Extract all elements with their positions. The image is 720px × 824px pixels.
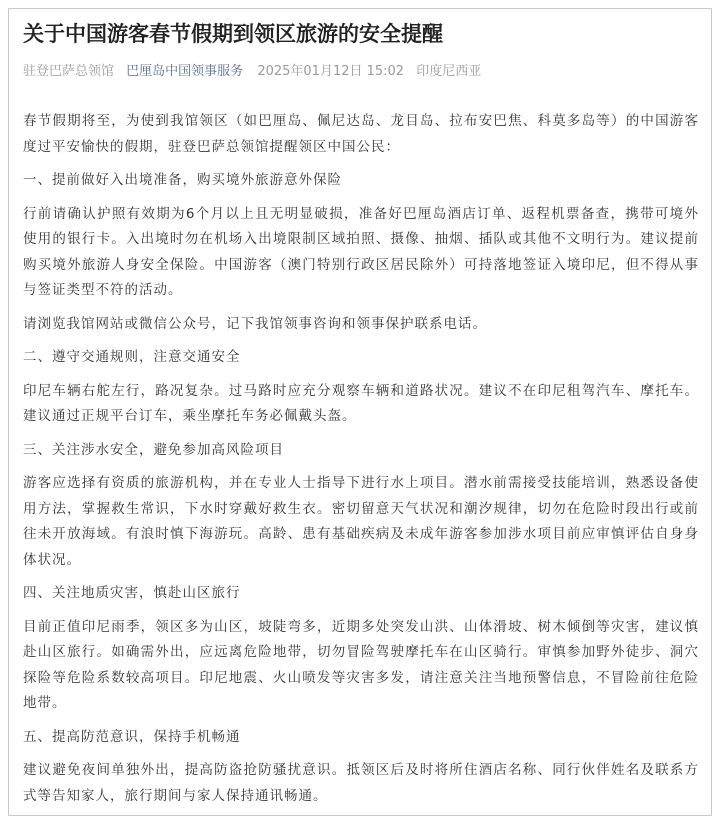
section-heading: 三、关注涉水安全，避免参加高风险项目 [23,441,284,458]
body-paragraph: 印尼车辆右舵左行，路况复杂。过马路时应充分观察车辆和道路状况。建议不在印尼租驾汽车、摩托车。建议通过正规平台订车，乘坐摩托车务必佩戴头盔。 [23,382,699,424]
section-heading: 一、提前做好入出境准备，购买境外旅游意外保险 [23,172,342,188]
account-name-link[interactable]: 巴厘岛中国领事服务 [126,64,244,79]
body-paragraph: 建议避免夜间单独外出，提高防盗抢防骚扰意识。抵领区后及时将所住酒店名称、同行伙伴姓名及联系方式等告知家人，旅行期间与家人保持通讯畅通。 [23,762,699,804]
publish-datetime: 2025年01月12日 15:02 [257,64,405,79]
section-heading: 五、提高防范意识，保持手机畅通 [23,728,241,745]
publish-location: 印度尼西亚 [416,64,482,79]
article-container [8,8,712,816]
section-heading: 四、关注地质灾害，慎赴山区旅行 [23,585,241,601]
body-paragraph: 目前正值印尼雨季，领区多为山区，坡陡弯多，近期多处突发山洪、山体滑坡、树木倾倒等灾害，建议慎赴山区旅行。如确需外出，应远离危险地带，切勿冒险驾驶摩托车在山区骑行。审慎参加野外徒步、洞穴探险等危险系数较高项目。印尼地震、火山喷发等灾害多发，请注意关注当地预警信息，不冒险前往危险地带。 [23,618,699,711]
body-paragraph: 行前请确认护照有效期为6个月以上且无明显破损，准备好巴厘岛酒店订单、返程机票备查，携带可境外使用的银行卡。入出境时勿在机场入出境限制区域拍照、摄像、抽烟、插队或其他不文明行为。建议提前购买境外旅游人身安全保险。中国游客（澳门特别行政区居民除外）可持落地签证入境印尼，但不得从事与签证类型不符的活动。 [23,205,699,298]
body-paragraph: 游客应选择有资质的旅游机构，并在专业人士指导下进行水上项目。潜水前需接受技能培训，熟悉设备使用方法，掌握救生常识，下水时穿戴好救生衣。密切留意天气状况和潮汐规律，切勿在危险时段出行或前往未开放海域。有浪时慎下海游玩。高龄、患有基础疾病及未成年游客参加涉水项目前应审慎评估自身身体状况。 [23,475,699,568]
article-meta [9,49,711,81]
article-author: 驻登巴萨总领馆 [23,64,115,79]
article-body [9,81,711,809]
intro-paragraph: 春节假期将至，为使到我馆领区（如巴厘岛、佩尼达岛、龙目岛、拉布安巴焦、科莫多岛等）的中国游客度过平安愉快的假期，驻登巴萨总领馆提醒领区中国公民： [23,113,699,155]
article-title: 关于中国游客春节假期到领区旅游的安全提醒 [23,22,443,46]
section-heading: 二、遵守交通规则，注意交通安全 [23,349,241,365]
body-paragraph: 请浏览我馆网站或微信公众号，记下我馆领事咨询和领事保护联系电话。 [23,315,487,332]
